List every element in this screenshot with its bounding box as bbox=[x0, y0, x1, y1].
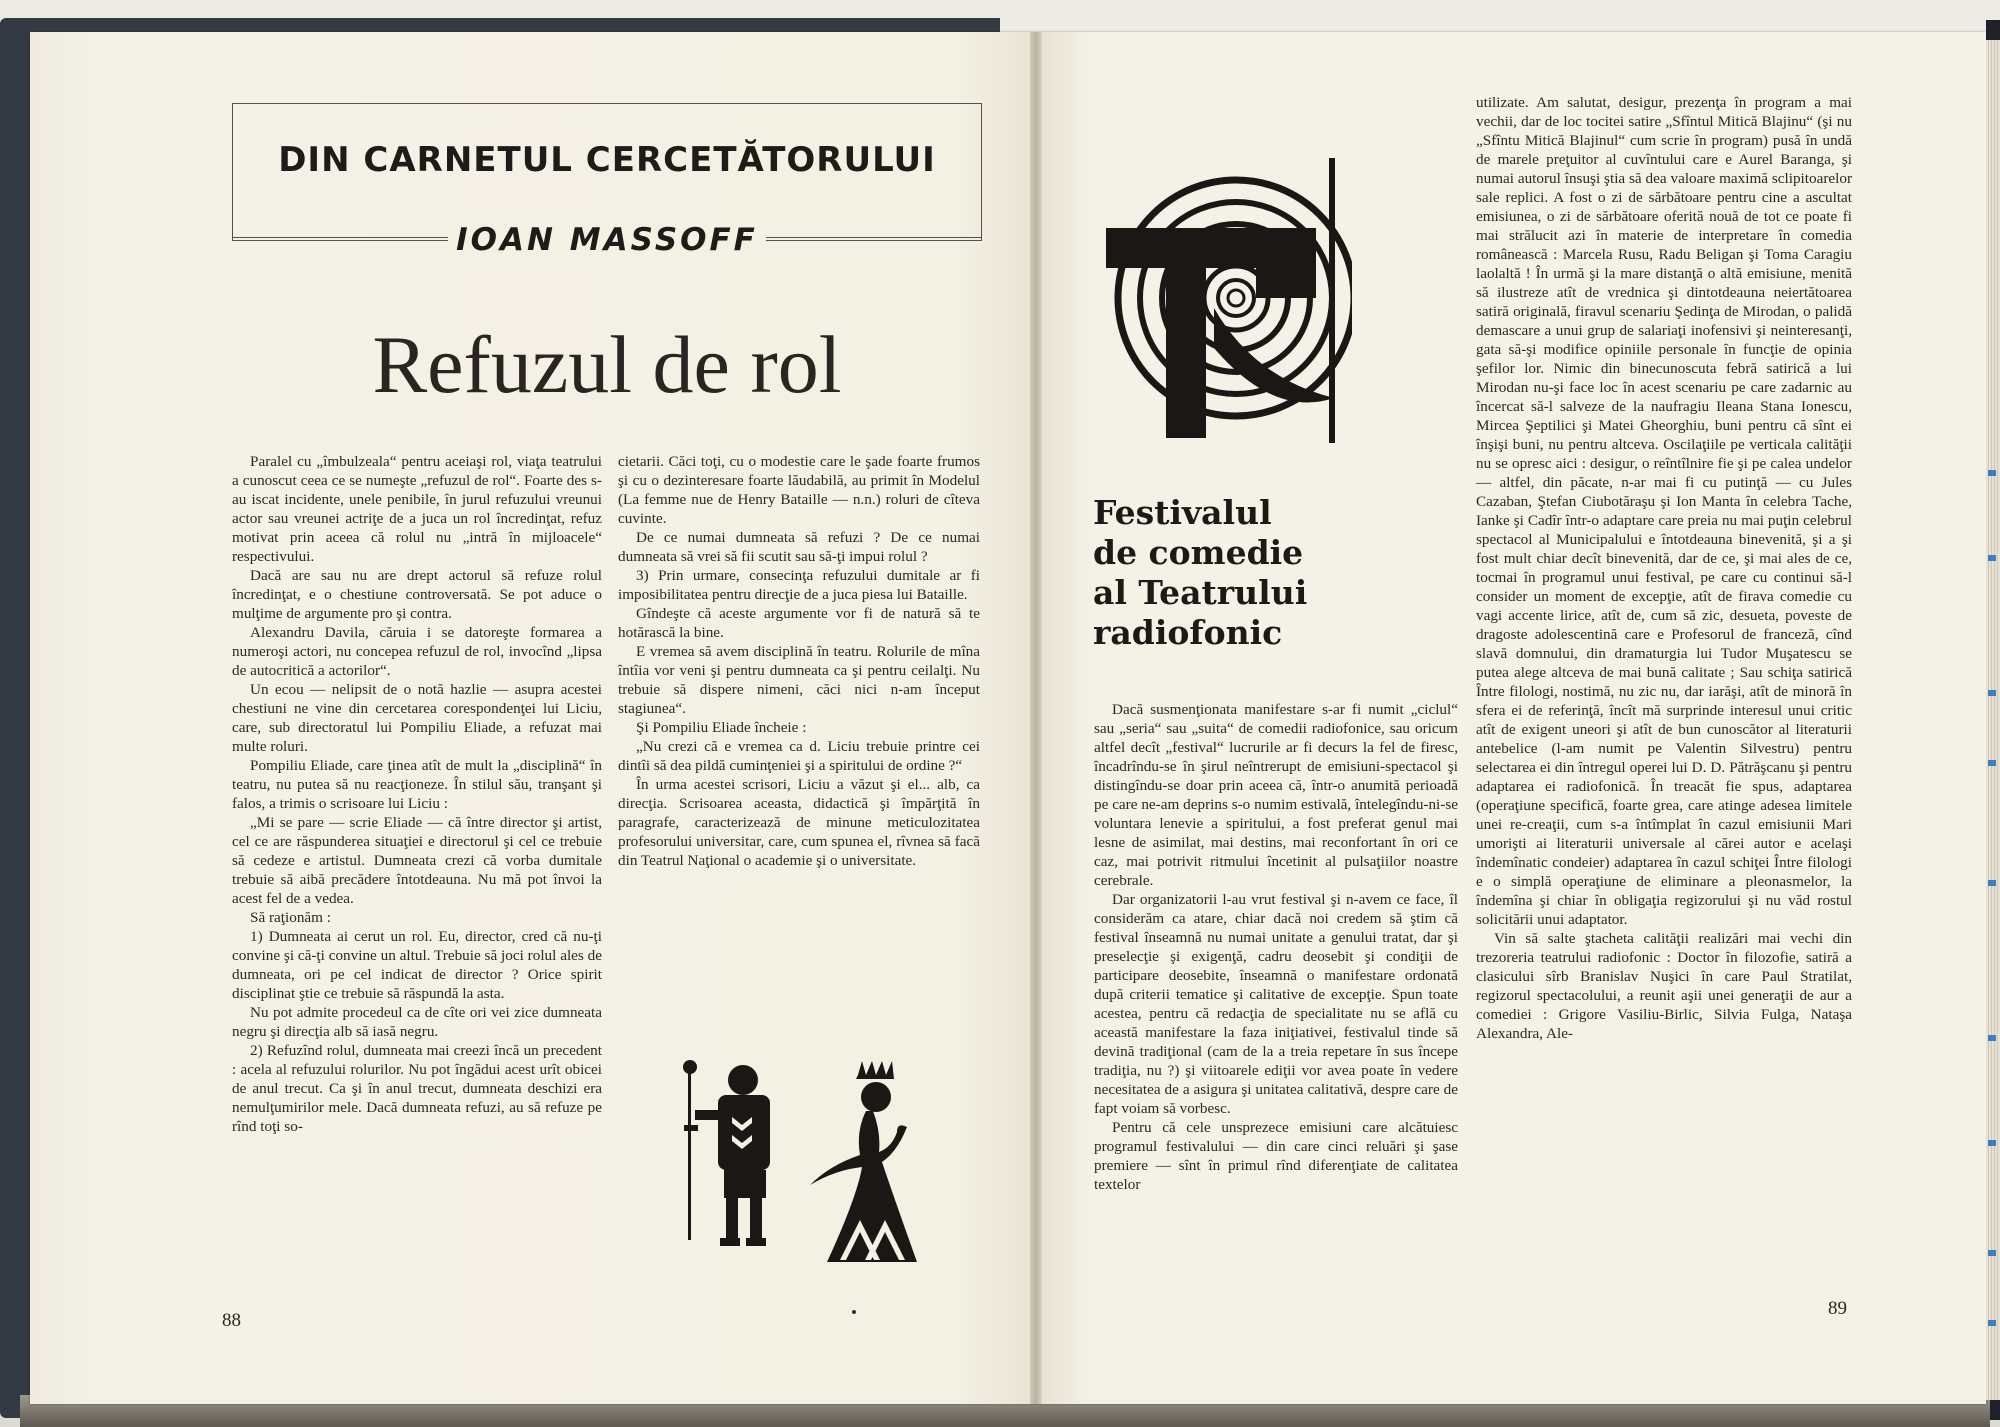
page-edge-tab bbox=[1988, 555, 1996, 561]
section-title-line-4: radiofonic bbox=[1093, 613, 1283, 652]
paragraph: Dacă are sau nu are drept actorul să refuze rolul încredinţat, e o chestiune controversată. Se pot aduce o mulţime de argumente pro şi contra. bbox=[232, 567, 602, 622]
paragraph: 2) Refuzînd rolul, dumneata mai creezi încă un precedent : acela al refuzului rolurilor. Nu pot îngădui acest urît obicei de anul trecut. Ca şi în anul trecut, dumneata deschizi era nemulţumirilor mele. Dacă dumneata refuzi, au să refuze pe rînd toţi so- bbox=[232, 1042, 602, 1135]
right-page-column-1 bbox=[1094, 700, 1458, 1194]
paragraph: Paralel cu „îmbulzeala“ pentru aceiaşi rol, viaţa teatrului a cunoscut ceea ce se numeşte „refuzul de rol“. Foarte des s-au iscat incidente, unele penibile, în jurul refuzului vreunui actor sau vreunei actriţe de a juca un rol încredinţat, refuz motivat prin aceea că rolul nu „intră în mijloacele“ respectivului. bbox=[232, 453, 602, 565]
paragraph: „Nu crezi că e vremea ca d. Liciu trebuie printre cei dintîi să dea pildă cuminţeniei şi a spiritului de ordine ?“ bbox=[618, 738, 980, 774]
paragraph: „Mi se pare — scrie Eliade — că între director şi artist, cel ce are răspunderea situaţiei e directorul şi cel ce trebuie să cedeze e artistul. Dumneata crezi că vorba dumitale trebuie să aibă precădere întotdeauna. Nu mă pot învoi la acest fel de a vedea. bbox=[232, 814, 602, 907]
section-header-title: DIN CARNETUL CERCETĂTORULUI bbox=[278, 140, 936, 180]
paragraph: Pompiliu Eliade, care ţinea atît de mult la „disciplină“ în teatru, nu putea să nu reacţioneze. În stilul său, tranşant şi falos, a trimis o scrisoare lui Liciu : bbox=[232, 757, 602, 812]
paragraph: utilizate. Am salutat, desigur, prezenţa în program a mai vechii, dar de loc tocitei satire „Sfîntul Mitică Blajinu“ (şi nu „Sfîntu Mitică Blajinul“ cum scrie în program) pusă în undă de marele preţuitor al cuvîntului care e Aurel Baranga, şi numai autorul însuşi ştia să dea valoare maximă sclipitoarelor sale replici. A fost o zi de sărbătoare pentru cine a ascultat emisiunea, o zi de sărbătoare oferită nouă de tot ce poate fi mai strălucit azi în materie de interpretare în comedia românească : Marcela Rusu, Radu Beligan şi Toma Caragiu laolaltă ! În urmă şi la mare distanţă o altă emisiune, menită să ilustreze atît de vrednica şi dintotdeauna neiertătoarea satiră originală, firavul scenariu Şedinţa de Mirodan, o palidă demascare a unui grup de salariaţi inofensivi şi neinteresanţi, gata să-şi modifice opiniile personale în funcţie de opinia şefilor lor. Nimic din binecunoscuta febră satirică a lui Mirodan nu-şi face loc în acest scenariu pe care zadarnic au încercat să-l salveze de la naufragiu Ileana Stana Ionescu, Mircea Şeptilici şi Matei Gheorghiu, buni pentru că sînt ei înşişi buni, nu pentru altceva. Oscilaţiile pe verticala calităţii nu se opresc aici : desigur, o reîntîlnire fie şi pe calea undelor — altfel, din păcate, n-ar mai fi cu putinţă — cu Jules Cazaban, Ştefan Ciubotăraşu şi Ion Manta în celebra Tache, Ianke şi Cadîr într-o adaptare care preia nu mai puţin celebrul spectacol al Municipalului e întotdeauna binevenită, şi a şi fost mult chiar decît binevenită, dar de ce, şi mai ales de ce, tocmai în programul unui festival, pe care cu continui să-l consider un moment de excepţie, atît de firava comedie cu vagi accente lirice, atît de, cum să zic, desueta, poveste de dragoste adolescentină care e Profesorul de franceză, cînd slavă domnului, din dramaturgia lui Tudor Muşatescu se putea alege altceva de mai bună calitate ; Sau schiţa satirică Între filologi, nostimă, nu zic nu, dar iarăşi, atît de minoră în sfera ei de referinţă, încît mă surprinde interesul unui critic atît de exigent uneori şi atît de bun cunoscător al literaturii antebelice (l-am numit pe Valentin Silvestru) pentru selectarea ei din întregul operei lui D. D. Pătrăşcanu şi pentru adaptarea ei radiofonică. În treacăt fie spus, adaptarea (operaţiune specifică, foarte grea, care atinge adesea limitele unei re-creaţii, cum s-a întîmplat în cazul emisiunii Mari umorişti ai literaturii universale al cărei autor e acelaşi îndemînatic condeier) adaptarea în cazul schiţei Între filologi e o simplă operaţiune de eliminare a pleonasmelor, la îndemîna şi chiar în obligaţia regizorului şi nu văd rostul solicitării unui adaptator. bbox=[1476, 94, 1852, 928]
paragraph: Şi Pompiliu Eliade încheie : bbox=[636, 719, 807, 736]
paragraph: De ce numai dumneata să refuzi ? De ce numai dumneata să vrei să fii scutit sau să-ţi impui rolul ? bbox=[618, 529, 980, 565]
right-page-column-2 bbox=[1476, 93, 1852, 1043]
paragraph: cietarii. Căci toţi, cu o modestie care le şade foarte frumos şi cu o dezinteresare foarte lăudabilă, au primit în Modelul (La femme nue de Henry Bataille — n.n.) roluri de cîteva cuvinte. bbox=[618, 453, 980, 527]
page-edges bbox=[1986, 40, 2000, 1400]
author-name-text: IOAN MASSOFF bbox=[448, 222, 766, 258]
section-title-line-2: de comedie bbox=[1093, 533, 1304, 572]
section-title bbox=[1093, 493, 1353, 653]
left-page-column-2 bbox=[618, 452, 980, 870]
paragraph: Dacă susmenţionata manifestare s-ar fi numit „ciclul“ sau „seria“ sau „suita“ de comedii radiofonice, sau oricum altfel decît „festival“ lucrurile ar fi decurs la fel de firesc, încadrîndu-se în şirul neîntrerupt de emisiuni-spectacol şi distingîndu-se doar prin aceea că, într-o anumită perioadă pe care ne-am deprins s-o numim estivală, întelegîndu-ni-se voluntara lenevie a spiritului, a fost preferat genul mai lesne de asimilat, mai destins, mai reconfortant în ori ce caz, mai potrivit ritmului încetinit al pulsaţiilor noastre cerebrale. bbox=[1094, 701, 1458, 889]
page-edge-tab bbox=[1988, 690, 1996, 696]
paragraph: Dar organizatorii l-au vrut festival şi n-avem ce face, îl considerăm ca atare, chiar dacă noi credem să ştim că festival înseamnă nu numai unitate a genului tratat, dar şi preselecţie şi exigenţă, cadru deosebit şi condiţii de participare deosebite, înseamnă o manifestare ordonată după criterii tematice şi calitative de excepţie. Spun toate acestea, pentru că redacţia de specialitate nu se află cu această manifestare la faza iniţiativei, festivalul tinde să devină tradiţional (cam de la a treia repetare în sus începe tradiţia, nu ?) şi viitoarele ediţii vor avea poate în vedere necesitatea de a asigura şi unitatea calitativă, despre care de fapt voiam să vorbesc. bbox=[1094, 891, 1458, 1117]
paragraph: Să raţionăm : bbox=[250, 909, 331, 926]
page-gutter bbox=[1030, 32, 1042, 1404]
page-number-left: 88 bbox=[222, 1310, 241, 1331]
paragraph: Un ecou — nelipsit de o notă hazlie — asupra acestei chestiuni ne vine din cercetarea corespondenţei lui Liciu, care, sub directoratul lui Pompiliu Eliade, a refuzat mai multe roluri. bbox=[232, 681, 602, 755]
page-edge-tab bbox=[1988, 470, 1996, 476]
section-title-line-1: Festivalul bbox=[1093, 493, 1272, 532]
page-edge-tab bbox=[1988, 1250, 1996, 1256]
paragraph: Vin să salte ştacheta calităţii realizări mai vechi din trezoreria teatrului radiofonic : Doctor în filozofie, satiră a clasicului sîrb Branislav Nuşici în care Paul Stratilat, regizorul spectacolului, a reunit aşii unei generaţii de aur a comediei : Grigore Vasiliu-Birlic, Silvia Fulga, Nataşa Alexandra, Ale- bbox=[1476, 930, 1852, 1042]
page-mark bbox=[852, 1310, 856, 1314]
paragraph: 1) Dumneata ai cerut un rol. Eu, director, cred că nu-ţi convine şi că-ţi convine un altul. Trebuie să joci rolul ales de dumneata, ori pe cel indicat de director ? Orice spirit disciplinat ştie ce trebuie să răspundă la asta. bbox=[232, 928, 602, 1002]
page-number-right: 89 bbox=[1828, 1298, 1847, 1319]
left-page-column-1 bbox=[232, 452, 602, 1136]
paragraph: E vremea să avem disciplină în teatru. Rolurile de mîna întîia vor veni şi pentru dumneata ca şi pentru ceilalţi. Nu trebuie să dispere nimeni, căci nici n-am început stagiunea“. bbox=[618, 643, 980, 717]
paragraph: 3) Prin urmare, consecinţa refuzului dumitale ar fi imposibilitatea pentru direcţie de a juca piesa lui Bataille. bbox=[618, 567, 980, 603]
article-title: Refuzul de rol bbox=[372, 319, 842, 410]
author-line bbox=[232, 222, 982, 258]
page-edge-tab bbox=[1988, 1320, 1996, 1326]
paragraph: În urma acestei scrisori, Liciu a văzut şi el... alb, ca direcţia. Scrisoarea aceasta, didactică şi împărţită în paragrafe, caracterizează de minune meticulozitatea profesorului universitar, care, cum spunea el, rîvnea să facă din Teatrul Naţional o academie şi o universitate. bbox=[618, 776, 980, 869]
paragraph: Nu pot admite procedeul ca de cîte ori vei zice dumneata negru şi direcţia alb să iasă negru. bbox=[232, 1004, 602, 1040]
paragraph: Alexandru Davila, căruia i se datoreşte formarea a numeroşi actori, nu concepea refuzul de rol, invocînd „lipsa de autocritică a actorilor“. bbox=[232, 624, 602, 679]
page-edge-tab bbox=[1988, 1035, 1996, 1041]
page-edge-tab bbox=[1988, 1140, 1996, 1146]
page-edge-tab bbox=[1988, 880, 1996, 886]
staff bbox=[688, 1065, 691, 1240]
section-title-line-3: al Teatrului bbox=[1093, 573, 1308, 612]
radio-theater-logo bbox=[1096, 158, 1352, 448]
page-edge-tab bbox=[1988, 760, 1996, 766]
author-name bbox=[232, 222, 982, 258]
paragraph: Pentru că cele unsprezece emisiuni care alcătuiesc programul festivalului — din care cinci reluări şi şase premiere — sînt în primul rînd diferenţiate de calitatea textelor bbox=[1094, 1119, 1458, 1193]
paragraph: Gîndeşte că aceste argumente vor fi de natură să te hotărască la bine. bbox=[618, 605, 980, 641]
decorative-figures-illustration bbox=[680, 1055, 940, 1265]
section-header-box bbox=[232, 103, 982, 241]
